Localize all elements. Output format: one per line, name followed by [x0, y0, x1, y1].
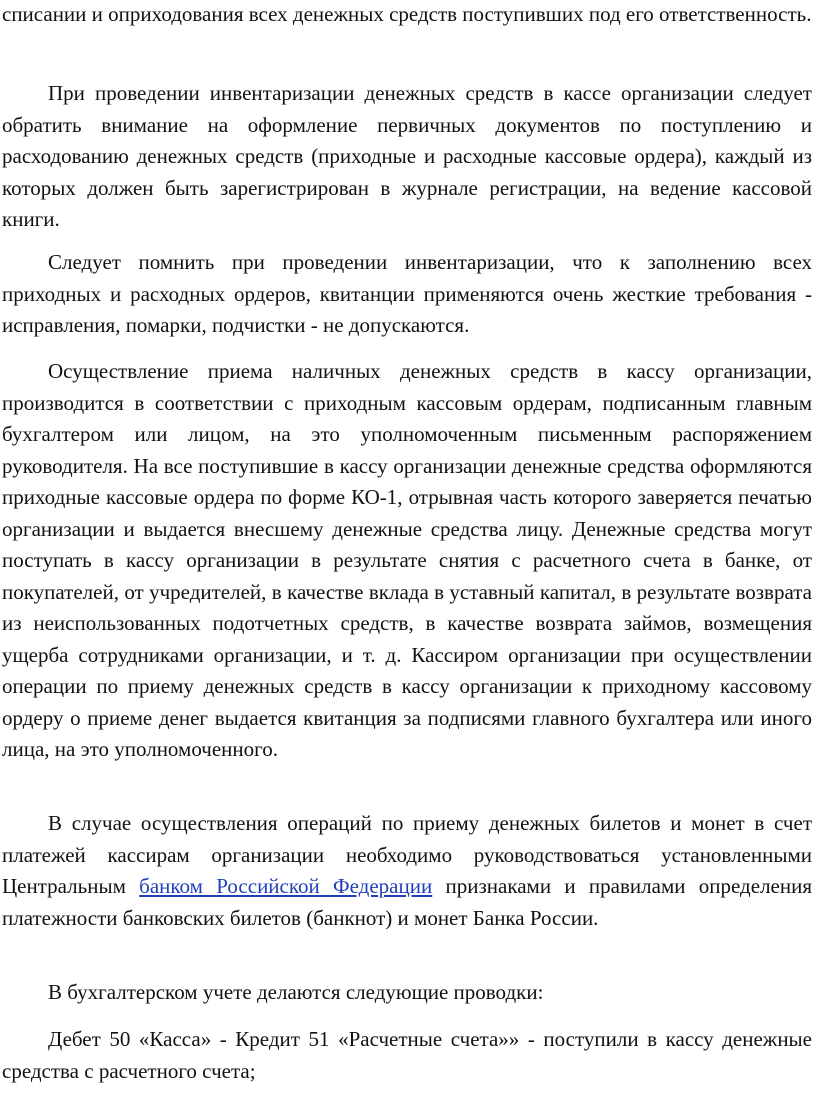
paragraph-central-bank: [2, 808, 812, 934]
paragraph-inventory-documents: При проведении инвентаризации денежных средств в кассе организации следует обратить внимание на оформление первичных документов по поступлению и расходованию денежных средств (приходные и расходные кассовые ордера), каждый из которых должен быть зарегистрирован в журнале регистрации, на ведение кассовой книги.: [2, 81, 812, 231]
paragraph-central-bank-text-after: признаками и правилами определения платежности банковских билетов (банкнот) и монет Банка России.: [2, 874, 812, 930]
paragraph-requirements: Следует помнить при проведении инвентаризации, что к заполнению всех приходных и расходных ордеров, квитанции применяются очень жесткие требования - исправления, помарки, подчистки - не допускаются.: [2, 250, 812, 337]
paragraph-central-bank-text-before: В случае осуществления операций по приему денежных билетов и монет в счет платежей кассирам организации необходимо руководствоваться установленными Центральным: [2, 811, 812, 898]
paragraph-cash-receipt: Осуществление приема наличных денежных средств в кассу организации, производится в соответствии с приходным кассовым ордерам, подписанным главным бухгалтером или лицом, на это уполномоченным письменным распоряжением руководителя. На все поступившие в кассу организации денежные средства оформляются приходные кассовые ордера по форме КО-1, отрывная часть которого заверяется печатью организации и выдается внесшему денежные средства лицу. Денежные средства могут поступать в кассу организации в результате снятия с расчетного счета в банке, от покупателей, от учредителей, в качестве вклада в уставный капитал, в результате возврата из неиспользованных подотчетных средств, в качестве возврата займов, возмещения ущерба сотрудниками организации, и т. д. Кассиром организации при осуществлении операции по приему денежных средств в кассу организации к приходному кассовому ордеру о приеме денег выдается квитанция за подписями главного бухгалтера или иного лица, на это уполномоченного.: [2, 359, 812, 761]
paragraph-posting-debit-50: Дебет 50 «Касса» - Кредит 51 «Расчетные счета»» - поступили в кассу денежные средства с расчетного счета;: [2, 1027, 812, 1083]
paragraph-postings-intro: В бухгалтерском учете делаются следующие проводки:: [48, 980, 544, 1004]
paragraph-continuation: списании и оприходования всех денежных средств поступивших под его ответственность.: [2, 2, 812, 26]
central-bank-link[interactable]: банком Российской Федерации: [139, 874, 433, 898]
